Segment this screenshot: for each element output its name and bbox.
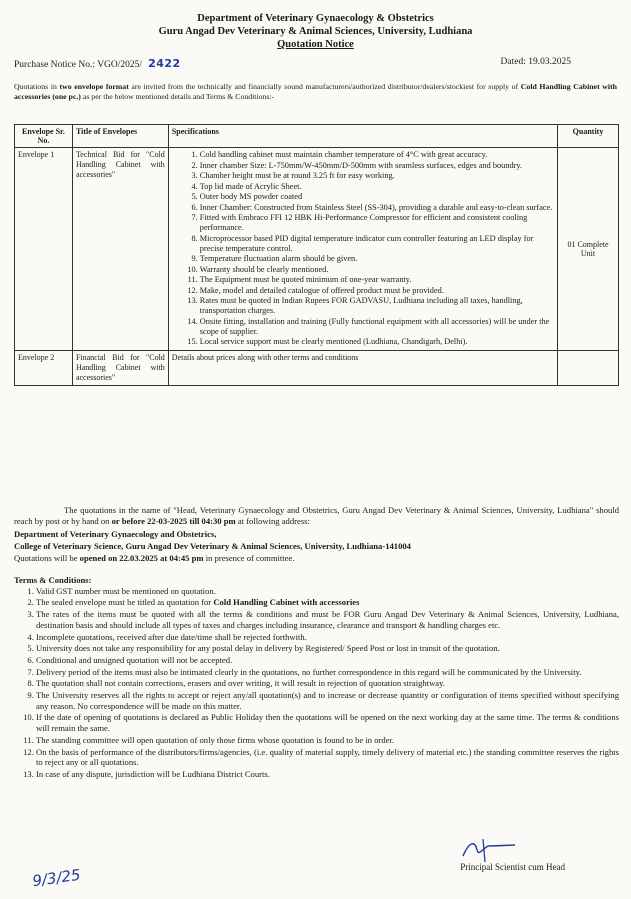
terms-item: 11. The standing committee will open quotation of only those firms whose quotation is found to be in order. [36, 735, 619, 746]
submission-paragraph [14, 505, 619, 527]
submission-text-1: The quotations in the name of "Head, Veterinary Gynaecology and Obstetrics, Guru Angad Dev Veterinary & Animal Sciences, University, Ludhiana" should reach by post or by hand on [14, 505, 619, 526]
university-heading: Guru Angad Dev Veterinary & Animal Sciences, University, Ludhiana [158, 26, 473, 37]
terms-item: 3. The rates of the items must be quoted with all the terms & conditions and must be FOR Guru Angad Dev Veterinary & Animal Sciences, University, Ludhiana, destination basis and should include all types of taxes and charges including insurance, clearance and transport & handling charges etc. [36, 609, 619, 630]
specification-item: 4. Top lid made of Acrylic Sheet. [200, 182, 554, 192]
specification-item: 14. Onsite fitting, installation and training (Fully functional equipment with all accessories) will be under the scope of supplier. [200, 317, 554, 337]
address-line-1: Department of Veterinary Gynaecology and Obstetrics, [14, 529, 217, 539]
header-quantity: Quantity [558, 125, 619, 148]
terms-item: 8. The quotation shall not contain corrections, erasers and over writing, it will result in rejection of quotation straightway. [36, 678, 619, 689]
header-title: Title of Envelopes [72, 125, 168, 148]
envelope-2-quantity [558, 350, 619, 385]
terms-item-2-bold: Cold Handling Cabinet with accessories [213, 597, 360, 608]
opening-text-2: in presence of committee. [203, 553, 295, 563]
terms-item: 12. On the basis of performance of the distributors/firms/agencies, (i.e. quality of material supply, timely delivery of material etc.) the standing committee reserves the rights to reject any or all quotations. [36, 747, 619, 768]
terms-item: 10. If the date of opening of quotations is declared as Public Holiday then the quotations will be opened on the next working day at the same time. The terms & conditions will remain the same. [36, 712, 619, 733]
specification-item: 8. Microprocessor based PID digital temperature indicator cum controller featuring an LED display for precise temperature control. [200, 234, 554, 254]
intro-bold-2: Cold Handling Cabinet with accessories (one pc.) [14, 82, 617, 101]
notice-number-label: Purchase Notice No.: VGO/2025/ [14, 60, 143, 70]
terms-section [14, 575, 619, 781]
address-line-2: College of Veterinary Science, Guru Angad Dev Veterinary & Animal Sciences, University, Ludhiana-141004 [14, 541, 411, 551]
submission-deadline: or before 22-03-2025 till 04:30 pm [111, 516, 236, 526]
table-row [15, 148, 619, 351]
terms-item [36, 597, 619, 608]
specification-item: 15. Local service support must be clearly mentioned (Ludhiana, Chandigarh, Delhi). [200, 337, 554, 347]
handwritten-notice-number: 2422 [148, 57, 181, 70]
specification-item: 7. Fitted with Embraco FFI 12 HBK Hi-Performance Compressor for efficient and consistent cooling performance. [200, 213, 554, 233]
terms-heading: Terms & Conditions: [14, 575, 92, 585]
envelope-1-title: Technical Bid for "Cold Handling Cabinet with accessories" [72, 148, 168, 351]
specification-item: 5. Outer body MS powder coated [200, 192, 554, 202]
envelope-1-quantity: 01 Complete Unit [558, 148, 619, 351]
envelope-2-title: Financial Bid for "Cold Handling Cabinet with accessories" [72, 350, 168, 385]
notice-title: Quotation Notice [277, 39, 354, 50]
opening-line [14, 553, 619, 564]
department-heading: Department of Veterinary Gynaecology & Obstetrics [197, 13, 434, 24]
submission-text-2: at following address: [235, 516, 310, 526]
opening-datetime: opened on 22.03.2025 at 04:45 pm [79, 553, 204, 563]
specification-item: 13. Rates must be quoted in Indian Rupees FOR GADVASU, Ludhiana including all taxes, handling, transportation charges. [200, 296, 554, 316]
notice-date: Dated: 19.03.2025 [500, 57, 571, 67]
terms-item: 1. Valid GST number must be mentioned on quotation. [36, 586, 619, 597]
purchase-notice-number [14, 57, 181, 70]
terms-item: 13. In case of any dispute, jurisdiction will be Ludhiana District Courts. [36, 769, 619, 780]
specification-item: 9. Temperature fluctuation alarm should be given. [200, 254, 554, 264]
signatory-title: Principal Scientist cum Head [460, 862, 565, 872]
specification-item: 12. Make, model and detailed catalogue of offered product must be provided. [200, 286, 554, 296]
specification-item: 11. The Equipment must be quoted minimum of one-year warranty. [200, 275, 554, 285]
intro-text-3: as per the below mentioned details and Terms & Conditions:- [80, 92, 275, 101]
opening-text-1: Quotations will be [14, 553, 80, 563]
intro-paragraph [14, 82, 617, 102]
table-row [15, 350, 619, 385]
header-specifications: Specifications [168, 125, 557, 148]
intro-text-1: Quotations in [14, 82, 60, 91]
handwritten-initials-date [30, 855, 120, 893]
envelope-table [14, 124, 619, 386]
envelope-2-details: Details about prices along with other terms and conditions [168, 350, 557, 385]
specification-item: 1. Cold handling cabinet must maintain chamber temperature of 4°C with great accuracy. [200, 150, 554, 160]
terms-list [14, 586, 619, 780]
terms-item: 4. Incomplete quotations, received after due date/time shall be rejected forthwith. [36, 632, 619, 643]
specification-list [172, 150, 554, 347]
header-envelope-sr: Envelope Sr. No. [15, 125, 73, 148]
terms-item: 5. University does not take any responsibility for any postal delay in delivery by Registered/ Speed Post or lost in transit of the quotation. [36, 643, 619, 654]
signature-mark [455, 836, 525, 864]
intro-text-2: are invited from the technically and financially sound manufacturers/authorized distributor/dealers/stockiest for supply of [128, 82, 521, 91]
terms-item-2-text: The sealed envelope must be titled as quotation for [36, 597, 214, 608]
table-header-row [15, 125, 619, 148]
specification-item: 10. Warranty should be clearly mentioned. [200, 265, 554, 275]
specification-item: 3. Chamber height must be at round 3.25 ft for easy working. [200, 171, 554, 181]
initials-date-text: 9/3/25 [31, 865, 82, 891]
envelope-1-sr: Envelope 1 [15, 148, 73, 351]
terms-item: 9. The University reserves all the rights to accept or reject any/all quotation(s) and to increase or decrease quantity or configuration of items specified without specifying any reason. No correspondence will be made on this matter. [36, 690, 619, 711]
terms-item: 7. Delivery period of the items must also be intimated clearly in the quotations, no further correspondence in this regard will be communicated by the University. [36, 667, 619, 678]
specification-item: 6. Inner Chamber: Constructed from Stainless Steel (SS-304), providing a durable and easy-to-clean surface. [200, 203, 554, 213]
envelope-2-sr: Envelope 2 [15, 350, 73, 385]
terms-item: 6. Conditional and unsigned quotation will not be accepted. [36, 655, 619, 666]
envelope-1-specifications [168, 148, 557, 351]
specification-item: 2. Inner chamber Size: L-750mm/W-450mm/D-500mm with seamless surfaces, edges and boundry. [200, 161, 554, 171]
intro-bold-1: two envelope format [59, 82, 129, 91]
